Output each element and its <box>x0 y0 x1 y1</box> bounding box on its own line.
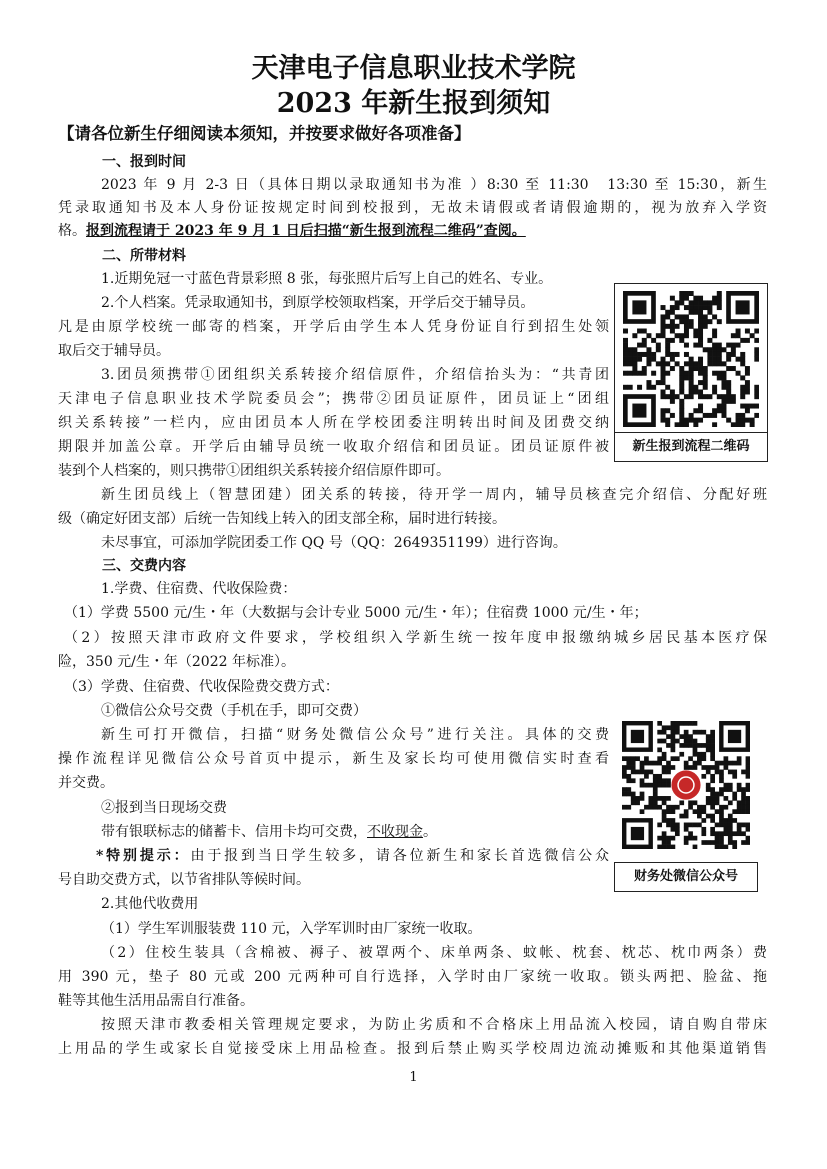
paragraph-line: 鞋等其他生活用品需自行准备。 <box>58 993 254 1009</box>
paragraph-text: 带有银联标志的储蓄卡、信用卡均可交费， <box>101 824 367 840</box>
paragraph-line: 号自助交费方式，以节省排队等候时间。 <box>58 872 310 888</box>
paragraph-line: ②报到当日现场交费 <box>101 800 227 816</box>
paragraph-line: （2）住校生装具（含棉被、褥子、被罩两个、床单两条、蚊帐、枕套、枕芯、枕巾两条）费 <box>101 945 767 961</box>
paragraph-line: 新生可打开微信，扫描“财务处微信公众号”进行关注。具体的交费 <box>101 727 609 743</box>
paragraph-line: 1.学费、住宿费、代收保险费： <box>101 581 297 597</box>
paragraph-line: 并交费。 <box>58 775 114 791</box>
paragraph-line: （2）按照天津市政府文件要求，学校组织入学新生统一按年度申报缴纳城乡居民基本医疗保 <box>64 630 767 646</box>
paragraph-line: 按照天津市教委相关管理规定要求，为防止劣质和不合格床上用品流入校园，请自购自带床 <box>101 1017 767 1033</box>
paragraph-line: 织关系转接”一栏内，应由团员本人所在学校团委注明转出时间及团费交纳 <box>58 415 609 431</box>
paragraph-line: 凡是由原学校统一邮寄的档案，开学后由学生本人凭身份证自行到招生处领 <box>58 319 609 335</box>
paragraph-line: 2.其他代收费用 <box>101 896 199 912</box>
paragraph-line: 取后交于辅导员。 <box>58 343 170 359</box>
paragraph-line: ①微信公众号交费（手机在手，即可交费） <box>101 703 367 719</box>
registration-qr-code[interactable] <box>623 291 759 427</box>
page-number: 1 <box>409 1070 418 1085</box>
paragraph-line: 装到个人档案的，则只携带①团组织关系转接介绍信原件即可。 <box>58 463 450 479</box>
paragraph-line: 新生团员线上（智慧团建）团关系的转接，待开学一周内，辅导员核查完介绍信、分配好班 <box>101 487 767 503</box>
paragraph-line <box>96 845 609 868</box>
section-heading-materials: 二、所带材料 <box>102 248 186 264</box>
paragraph-line: 级（确定好团支部）后统一告知线上转入的团支部全称，届时进行转接。 <box>58 511 506 527</box>
paragraph-line: 1.近期免冠一寸蓝色背景彩照 8 张，每张照片后写上自己的姓名、专业。 <box>101 271 553 287</box>
paragraph-line <box>101 821 437 844</box>
paragraph-line: 2023 年 9 月 2-3 日（具体日期以录取通知书为准 ）8:30 至 11:30 13:30 至 15:30，新生 <box>101 177 767 193</box>
section-heading-report-time: 一、报到时间 <box>102 154 186 170</box>
finance-qr-panel <box>614 715 758 855</box>
paragraph-line: 凭录取通知书及本人身份证按规定时间到校报到，无故未请假或者请假逾期的，视为放弃入学资 <box>58 200 767 216</box>
paragraph-line: 天津电子信息职业技术学院委员会”；携带②团员证原件，团员证上“团组 <box>58 391 609 407</box>
registration-qr-caption: 新生报到流程二维码 <box>614 432 768 462</box>
paragraph-line: （1）学费 5500 元/生・年（大数据与会计专业 5000 元/生・年）；住宿费 1000 元/生・年； <box>64 605 648 621</box>
paragraph-line: 上用品的学生或家长自觉接受床上用品检查。报到后禁止购买学校周边流动摊贩和其他渠道销售 <box>58 1041 767 1057</box>
no-cash-note: 不收现金 <box>367 824 423 840</box>
notice-banner: 【请各位新生仔细阅读本须知，并按要求做好各项准备】 <box>58 124 471 143</box>
paragraph-line <box>58 220 526 243</box>
paragraph-line: 期限并加盖公章。开学后由辅导员统一收取介绍信和团员证。团员证原件被 <box>58 439 609 455</box>
special-tip-label: *特别提示： <box>96 848 191 864</box>
paragraph-line: 险，350 元/生・年（2022 年标准）。 <box>58 654 295 670</box>
paragraph-line: 用 390 元，垫子 80 元或 200 元两种可自行选择，入学时由厂家统一收取。锁头两把、脸盆、拖 <box>58 969 767 985</box>
registration-qr-panel <box>614 283 768 435</box>
paragraph-text: 格。 <box>58 223 86 239</box>
paragraph-text: 由于报到当日学生较多，请各位新生和家长首选微信公众 <box>190 848 610 864</box>
paragraph-line: （3）学费、住宿费、代收保险费交费方式： <box>64 679 339 695</box>
paragraph-line: （1）学生军训服装费 110 元，入学军训时由厂家统一收取。 <box>101 921 482 937</box>
finance-qr-caption: 财务处微信公众号 <box>614 862 758 892</box>
paragraph-line: 操作流程详见微信公众号首页中提示，新生及家长均可使用微信实时查看 <box>58 751 609 767</box>
paragraph-line: 未尽事宜，可添加学院团委工作 QQ 号（QQ：2649351199）进行咨询。 <box>101 535 567 551</box>
paragraph-line: 2.个人档案。凭录取通知书，到原学校领取档案，开学后交于辅导员。 <box>101 295 535 311</box>
paragraph-line: 3.团员须携带①团组织关系转接介绍信原件，介绍信抬头为：“共青团 <box>101 367 609 383</box>
document-subtitle: 2023 年新生报到须知 <box>276 88 551 119</box>
section-heading-fees: 三、交费内容 <box>102 558 186 574</box>
paragraph-text: 。 <box>423 824 437 840</box>
registration-flow-note: 报到流程请于 2023 年 9 月 1 日后扫描“新生报到流程二维码”查阅。 <box>86 223 526 239</box>
finance-wechat-qr-code[interactable] <box>622 721 750 849</box>
document-title: 天津电子信息职业技术学院 <box>251 53 576 84</box>
